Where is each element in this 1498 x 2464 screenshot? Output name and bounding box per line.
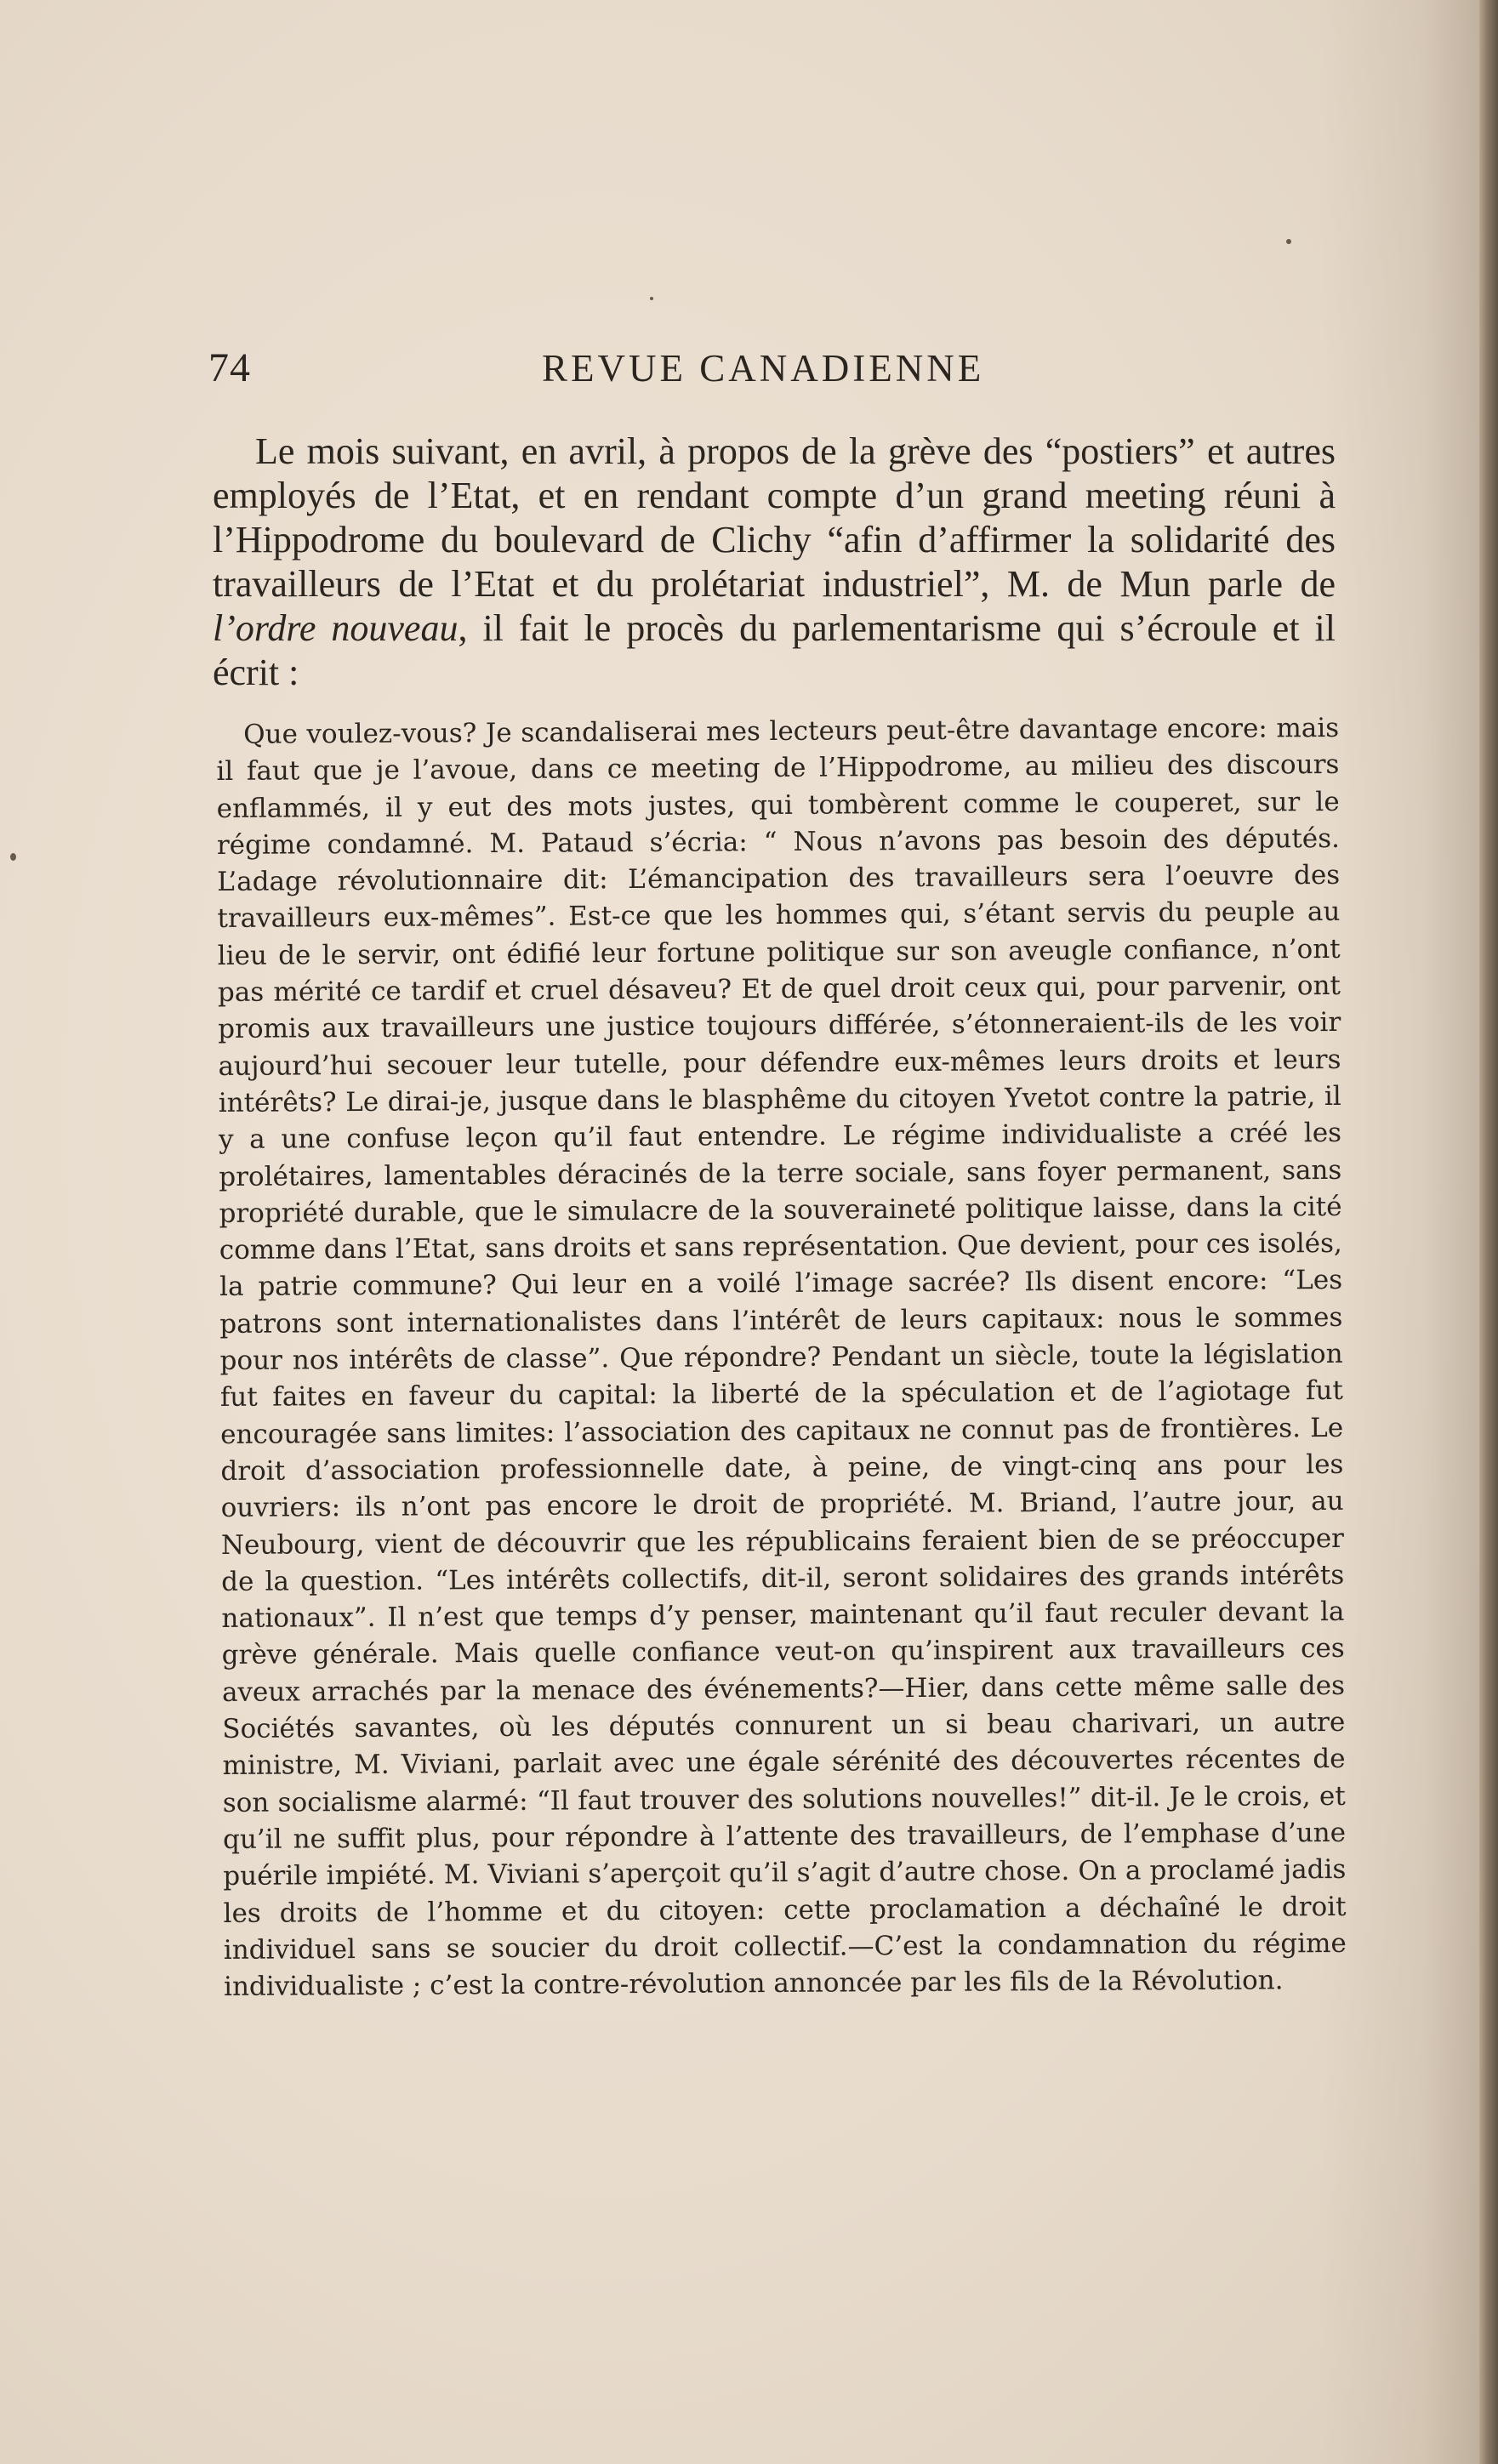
speck [1286,239,1291,244]
intro-text-start: Le mois suivant, en avril, à propos de la grève des “postiers” et autres employés de l’Etat, et en rendant compte d’un grand meeting réuni à l’Hippodrome du boulevard de Clichy “afin d’affirmer la solidarité des travailleurs de l’Etat et du prolétariat industriel”, M. de Mun parle de [213,430,1336,605]
intro-emphasis: l’ordre nouveau [213,607,459,649]
speck [10,853,16,861]
page-number: 74 [208,345,251,390]
running-title: REVUE CANADIENNE [542,347,985,390]
intro-text-end: , il fait le procès du parlementarisme qui s’écroule et il écrit : [213,607,1336,693]
intro-paragraph [213,430,1336,695]
page-edge-shadow [1479,0,1498,2464]
quoted-passage: Que voulez-vous? Je scandaliserai mes lecteurs peut-être davantage encore: mais il faut que je l’avoue, dans ce meeting de l’Hippodrome, au milieu des discours enflammés, il y eut des mots justes, qui tombèrent comme le couperet, sur le régime condamné. M. Pataud s’écria: “ Nous n’avons pas besoin des députés. L’adage révolutionnaire dit: L’émancipation des travailleurs sera l’oeuvre des travailleurs eux-mêmes”. Est-ce que les hommes qui, s’étant servis du peuple au lieu de le servir, ont édifié leur fortune politique sur son aveugle confiance, n’ont pas mérité ce tardif et cruel désaveu? Et de quel droit ceux qui, pour parvenir, ont promis aux travailleurs une justice toujours différée, s’étonneraient-ils de les voir aujourd’hui secouer leur tutelle, pour défendre eux-mêmes leurs droits et leurs intérêts? Le dirai-je, jusque dans le blasphême du citoyen Yvetot contre la patrie, il y a une confuse leçon qu’il faut entendre. Le régime individualiste a créé les prolétaires, lamentables déracinés de la terre sociale, sans foyer permanent, sans propriété durable, que le simulacre de la souveraineté politique laisse, dans la cité comme dans l’Etat, sans droits et sans représentation. Que devient, pour ces isolés, la patrie commune? Qui leur en a voilé l’image sacrée? Ils disent encore: “Les patrons sont internationalistes dans l’intérêt de leurs capitaux: nous le sommes pour nos intérêts de classe”. Que répondre? Pendant un siècle, toute la législation fut faites en faveur du capital: la liberté de la spéculation et de l’agiotage fut encouragée sans limites: l’association des capitaux ne connut pas de frontières. Le droit d’association professionnelle date, à peine, de vingt-cinq ans pour les ouvriers: ils n’ont pas encore le droit de propriété. M. Briand, l’autre jour, au Neubourg, vient de découvrir que les républicains feraient bien de se préoccuper de la question. “Les intérêts collectifs, dit-il, seront solidaires des grands intérêts nationaux”. Il n’est que temps d’y penser, maintenant qu’il faut reculer devant la grève générale. Mais quelle confiance veut-on qu’inspirent aux travailleurs ces aveux arrachés par la menace des événements?—Hier, dans cette même salle des Sociétés savantes, où les députés connurent un si beau charivari, un autre ministre, M. Viviani, parlait avec une égale sérénité des découvertes récentes de son socialisme alarmé: “Il faut trouver des solutions nouvelles!” dit-il. Je le crois, et qu’il ne suffit plus, pour répondre à l’attente des travailleurs, de l’emphase d’une puérile impiété. M. Viviani s’aperçoit qu’il s’agit d’autre chose. On a proclamé jadis les droits de l’homme et du citoyen: cette proclamation a déchaîné le droit individuel sans se soucier du droit collectif.—C’est la condamnation du régime individualiste ; c’est la contre-révolution annoncée par les fils de la Révolution. [216,712,1347,2003]
speck [650,297,653,300]
